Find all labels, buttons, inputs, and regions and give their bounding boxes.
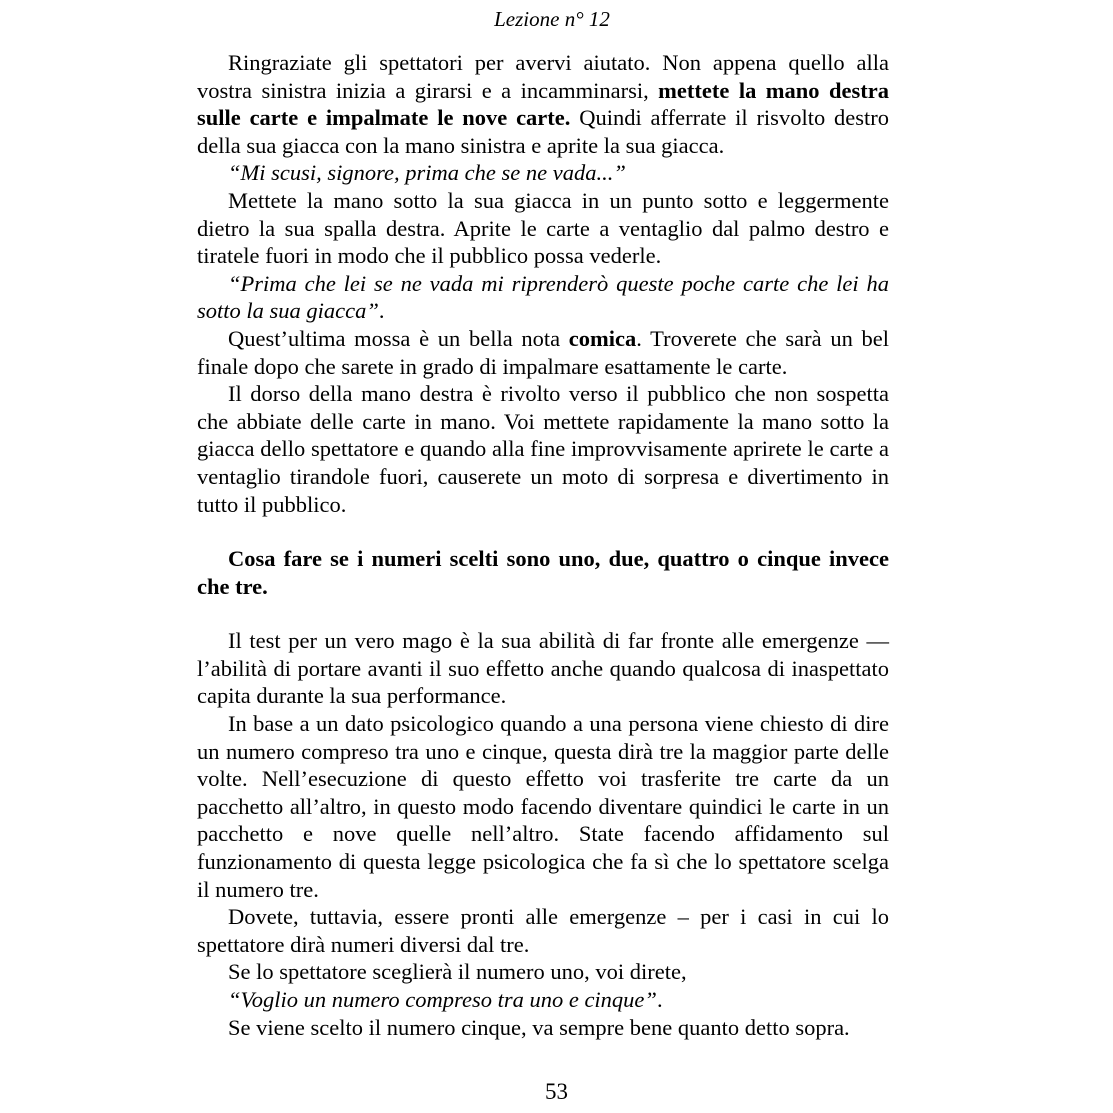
text-run: Quindi afferrate il risvolto destro della sua giacca con la mano sinistra e aprite la sua giacca.: [197, 105, 889, 158]
text-run: Se lo spettatore sceglierà il numero uno, voi direte,: [228, 959, 687, 985]
text-run: . Troverete che sarà un bel finale dopo che sarete in grado di impalmare esattamente le carte.: [197, 325, 889, 379]
text-run: “Prima che lei se ne vada mi riprenderò queste poche carte che lei ha sotto la sua giacca”: [197, 270, 889, 324]
paragraph: [197, 325, 889, 380]
paragraph: [197, 49, 889, 159]
paragraph: [197, 380, 889, 518]
text-run: Cosa fare se i numeri scelti sono uno, due, quattro o cinque invece che tre.: [197, 546, 889, 599]
paragraph: [197, 270, 889, 325]
text-run: Il dorso della mano destra è rivolto verso il pubblico che non sospetta che abbiate delle carte in mano. Voi mettete rapidamente la mano sotto la giacca dello spettatore e quando alla fine improvvisamente aprirete le carte a ventaglio tirandole fuori, causerete un moto di sorpresa e divertimento in tutto il pubblico.: [197, 381, 889, 517]
running-header: Lezione n° 12: [494, 7, 610, 31]
text-run: mettete la mano destra sulle carte e impalmate le nove carte.: [197, 77, 889, 131]
section-heading: [197, 545, 889, 600]
text-run: “Mi scusi, signore, prima che se ne vada...”: [228, 160, 626, 186]
text-run: comica: [568, 325, 637, 351]
paragraph: [197, 187, 889, 270]
paragraph: [197, 710, 889, 903]
text-run: Ringraziate gli spettatori per avervi aiutato. Non appena quello alla vostra sinistra inizia a girarsi e a incamminarsi,: [197, 50, 889, 103]
text-run: .: [378, 298, 385, 324]
text-run: “Voglio un numero compreso tra uno e cinque”: [228, 987, 657, 1012]
paragraph: [197, 903, 889, 958]
page-number: 53: [545, 1079, 568, 1104]
text-run: .: [656, 987, 663, 1012]
text-run: Quest’ultima mossa è un bella nota: [228, 325, 569, 351]
text-run: Se viene scelto il numero cinque, va sempre bene quanto detto sopra.: [228, 1014, 850, 1040]
page-body: [197, 49, 889, 1041]
text-run: In base a un dato psicologico quando a una persona viene chiesto di dire un numero compreso tra uno e cinque, questa dirà tre la maggior parte delle volte. Nell’esecuzione di questo effetto voi trasferite tre carte da un pacchetto all’altro, in questo modo facendo diventare quindici le carte in un pacchetto e nove quelle nell’altro. State facendo affidamento sul funzionamento di questa legge psicologica che fa sì che lo spettatore scelga il numero tre.: [197, 711, 889, 902]
text-run: Dovete, tuttavia, essere pronti alle emergenze – per i casi in cui lo spettatore dirà numeri diversi dal tre.: [197, 904, 889, 957]
paragraph: [197, 627, 889, 710]
paragraph: [197, 159, 889, 187]
paragraph: [197, 1014, 889, 1042]
paragraph: [197, 958, 889, 986]
text-run: Il test per un vero mago è la sua abilità di far fronte alle emergenze — l’abilità di portare avanti il suo effetto anche quando qualcosa di inaspettato capita durante la sua performance.: [197, 628, 889, 709]
text-run: Mettete la mano sotto la sua giacca in un punto sotto e leggermente dietro la sua spalla destra. Aprite le carte a ventaglio dal palmo destro e tiratele fuori in modo che il pubblico possa vederle.: [197, 187, 889, 269]
paragraph: [197, 986, 889, 1014]
